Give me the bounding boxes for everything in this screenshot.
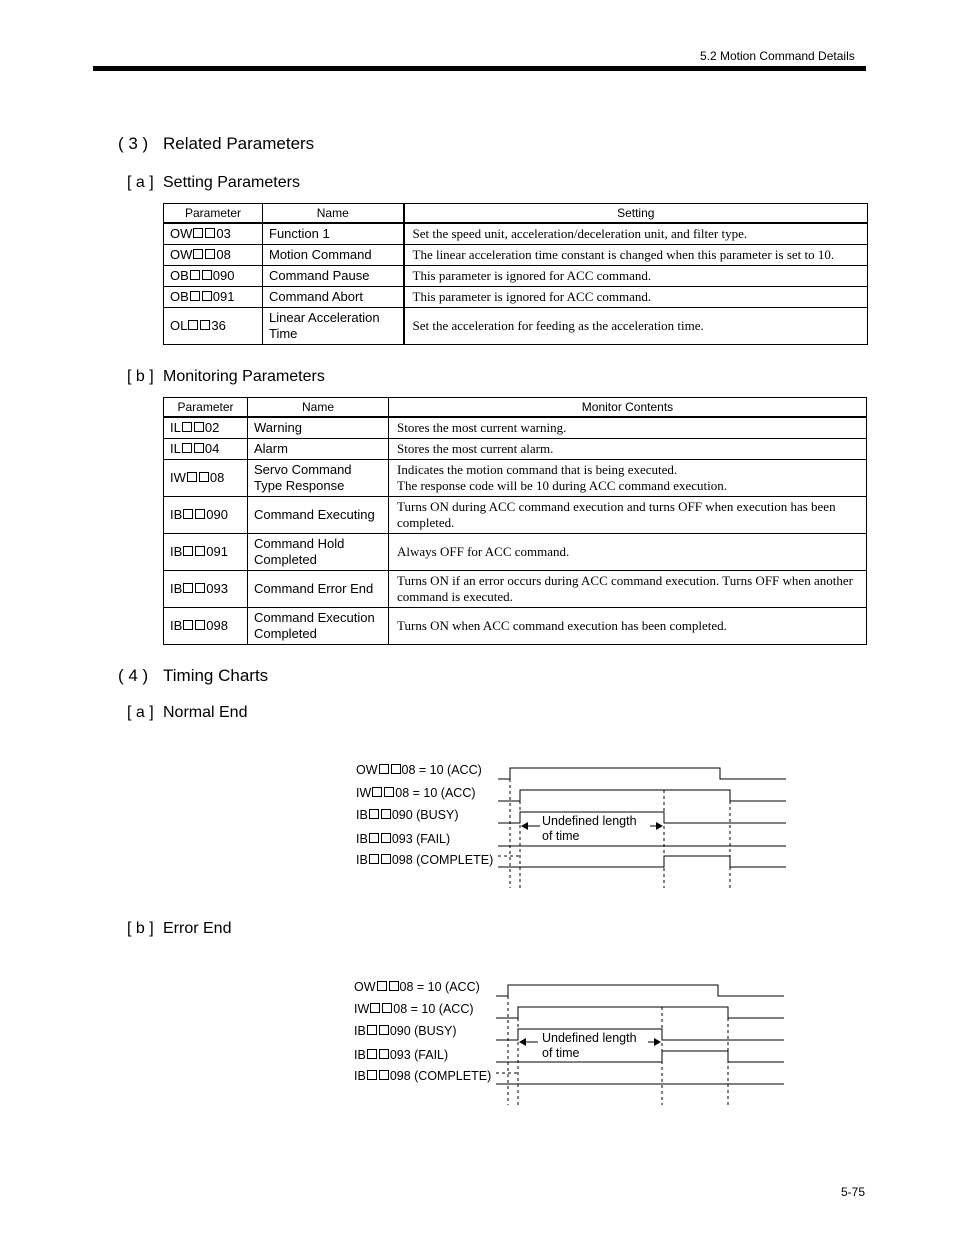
- name-cell: Warning: [248, 417, 389, 438]
- param-cell: OB 090: [164, 265, 263, 286]
- signal-label: IB 090 (BUSY): [354, 1024, 457, 1038]
- signal-label: IB 090 (BUSY): [356, 808, 459, 822]
- name-cell: Command Error End: [248, 570, 389, 607]
- name-cell: Alarm: [248, 438, 389, 459]
- subsection-number: [ a ]: [127, 174, 154, 191]
- contents-cell: Turns ON during ACC command execution and turns OFF when execution has been completed.: [389, 496, 867, 533]
- subsection-title: Setting Parameters: [163, 174, 300, 191]
- waveform-ib093: [496, 1051, 784, 1062]
- signal-label: IB 093 (FAIL): [354, 1048, 449, 1062]
- signal-label: IB 098 (COMPLETE): [356, 853, 494, 867]
- name-cell: Command Execution Completed: [248, 607, 389, 644]
- setting-cell: Set the acceleration for feeding as the acceleration time.: [404, 307, 868, 344]
- param-cell: OL 36: [164, 307, 263, 344]
- signal-label: OW 08 = 10 (ACC): [354, 980, 480, 994]
- setting-cell: This parameter is ignored for ACC command.: [404, 265, 868, 286]
- setting-cell: This parameter is ignored for ACC command.: [404, 286, 868, 307]
- contents-cell: Turns ON when ACC command execution has been completed.: [389, 607, 867, 644]
- signal-label: IB 098 (COMPLETE): [354, 1069, 492, 1083]
- param-cell: IW 08: [164, 459, 248, 496]
- arrow-left-head: [519, 1038, 526, 1046]
- contents-cell: Stores the most current warning.: [389, 417, 867, 438]
- undefined-time-note: Undefined length of time: [542, 814, 637, 843]
- waveform-ib090: [496, 1029, 784, 1040]
- contents-cell: Turns ON if an error occurs during ACC command execution. Turns OFF when another command is executed.: [389, 570, 867, 607]
- param-cell: IB 090: [164, 496, 248, 533]
- name-cell: Command Executing: [248, 496, 389, 533]
- section-title: Related Parameters: [163, 134, 315, 153]
- section-number: ( 4 ): [118, 666, 149, 685]
- subsection-number: [ b ]: [127, 920, 154, 937]
- name-cell: Linear Acceleration Time: [263, 307, 404, 344]
- param-cell: OW 08: [164, 244, 263, 265]
- subsection-number: [ b ]: [127, 368, 154, 385]
- page-number: 5-75: [841, 1185, 866, 1199]
- running-header: 5.2 Motion Command Details: [700, 49, 855, 63]
- arrow-right-head: [654, 1038, 661, 1046]
- name-cell: Command Pause: [263, 265, 404, 286]
- param-cell: OW 03: [164, 223, 263, 244]
- name-cell: Motion Command: [263, 244, 404, 265]
- subsection-title: Error End: [163, 920, 232, 937]
- signal-label: IB 093 (FAIL): [356, 832, 451, 846]
- param-cell: IL 02: [164, 417, 248, 438]
- contents-cell: Indicates the motion command that is being executed. The response code will be 10 during ACC command execution.: [389, 459, 867, 496]
- header-parameter: Parameter: [164, 204, 263, 224]
- signal-label: IW 08 = 10 (ACC): [356, 786, 476, 800]
- param-cell: IL 04: [164, 438, 248, 459]
- name-cell: Command Abort: [263, 286, 404, 307]
- param-cell: IB 098: [164, 607, 248, 644]
- setting-cell: The linear acceleration time constant is changed when this parameter is set to 10.: [404, 244, 868, 265]
- subsection-title: Monitoring Parameters: [163, 368, 325, 385]
- waveform-ow08: [496, 985, 784, 996]
- contents-cell: Always OFF for ACC command.: [389, 533, 867, 570]
- subsection-title: Normal End: [163, 704, 248, 721]
- section-number: ( 3 ): [118, 134, 149, 153]
- header-parameter: Parameter: [164, 398, 248, 418]
- undefined-time-note: Undefined length of time: [542, 1031, 637, 1060]
- param-cell: IB 091: [164, 533, 248, 570]
- section-title: Timing Charts: [163, 666, 269, 685]
- name-cell: Servo Command Type Response: [248, 459, 389, 496]
- contents-cell: Stores the most current alarm.: [389, 438, 867, 459]
- name-cell: Command Hold Completed: [248, 533, 389, 570]
- header-setting: Setting: [404, 204, 868, 224]
- signal-label: IW 08 = 10 (ACC): [354, 1002, 474, 1016]
- setting-cell: Set the speed unit, acceleration/deceleration unit, and filter type.: [404, 223, 868, 244]
- header-name: Name: [248, 398, 389, 418]
- header-name: Name: [263, 204, 404, 224]
- signal-label: OW 08 = 10 (ACC): [356, 763, 482, 777]
- param-cell: OB 091: [164, 286, 263, 307]
- param-cell: IB 093: [164, 570, 248, 607]
- name-cell: Function 1: [263, 223, 404, 244]
- waveform-iw08: [496, 1007, 784, 1018]
- subsection-number: [ a ]: [127, 704, 154, 721]
- header-monitor-contents: Monitor Contents: [389, 398, 867, 418]
